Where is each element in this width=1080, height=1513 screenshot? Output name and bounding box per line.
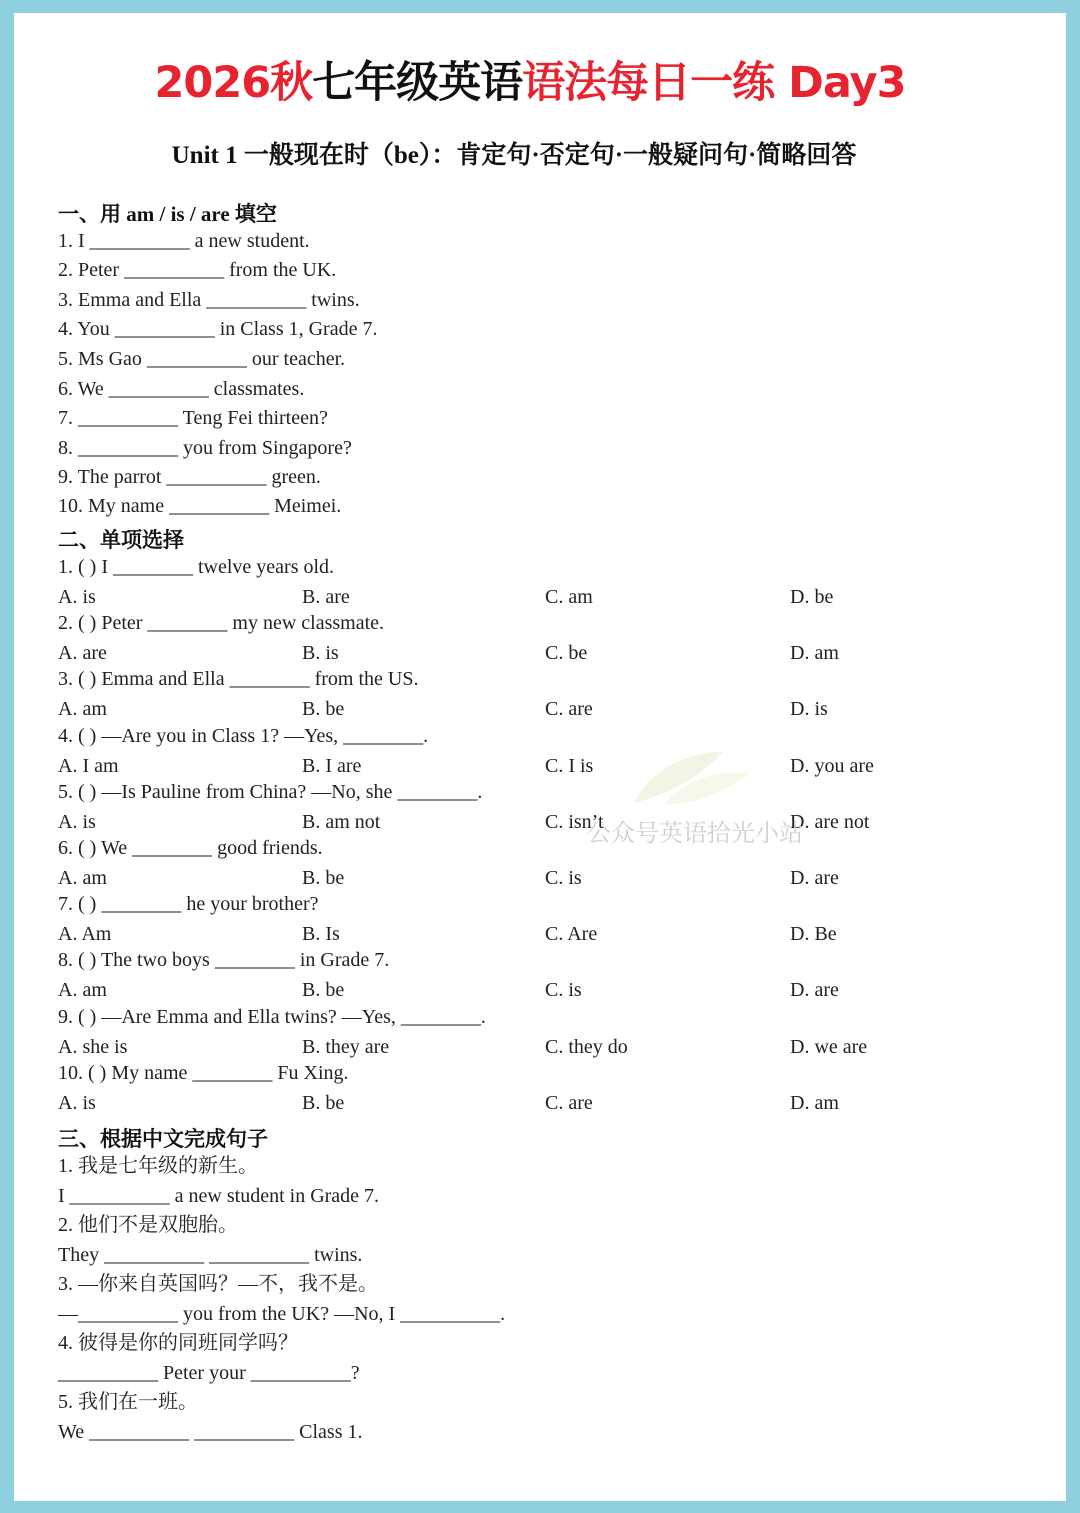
mc-option: A. she is bbox=[58, 1036, 128, 1058]
mc-question: 5. ( ) —Is Pauline from China? —No, she ________. bbox=[58, 781, 483, 803]
mc-option: D. are not bbox=[790, 811, 870, 833]
mc-option: D. is bbox=[790, 698, 828, 720]
section1-item: 8. __________ you from Singapore? bbox=[58, 437, 352, 459]
section1-item: 3. Emma and Ella __________ twins. bbox=[58, 289, 360, 311]
mc-option: A. is bbox=[58, 1092, 96, 1114]
translation-prompt: 1. 我是七年级的新生。 bbox=[58, 1155, 258, 1177]
translation-prompt: 4. 彼得是你的同班同学吗？ bbox=[58, 1332, 298, 1354]
mc-option: C. Are bbox=[545, 923, 598, 945]
translation-prompt: 5. 我们在一班。 bbox=[58, 1391, 198, 1413]
mc-option: C. isn’t bbox=[545, 811, 604, 833]
mc-option: C. I is bbox=[545, 755, 594, 777]
mc-question: 10. ( ) My name ________ Fu Xing. bbox=[58, 1062, 349, 1084]
translation-answer: __________ Peter your __________? bbox=[58, 1362, 360, 1384]
section1-item: 9. The parrot __________ green. bbox=[58, 466, 321, 488]
mc-option: D. Be bbox=[790, 923, 837, 945]
section1-heading: 一、用 am / is / are 填空 bbox=[58, 202, 277, 226]
mc-option: A. are bbox=[58, 642, 107, 664]
mc-option: D. am bbox=[790, 642, 839, 664]
section1-item: 1. I __________ a new student. bbox=[58, 230, 310, 252]
mc-option: C. is bbox=[545, 979, 582, 1001]
mc-question: 2. ( ) Peter ________ my new classmate. bbox=[58, 612, 385, 634]
translation-answer: We __________ __________ Class 1. bbox=[58, 1421, 363, 1443]
title-part-year: 2026秋 bbox=[154, 58, 313, 108]
mc-option: C. am bbox=[545, 586, 593, 608]
mc-question: 7. ( ) ________ he your brother? bbox=[58, 893, 319, 915]
section1-item: 2. Peter __________ from the UK. bbox=[58, 259, 337, 281]
leaf-watermark-icon bbox=[624, 743, 764, 813]
section1-item: 10. My name __________ Meimei. bbox=[58, 495, 342, 517]
translation-answer: They __________ __________ twins. bbox=[58, 1244, 363, 1266]
mc-option: A. am bbox=[58, 867, 107, 889]
section3-heading: 三、根据中文完成句子 bbox=[58, 1127, 268, 1151]
mc-option: B. be bbox=[302, 979, 345, 1001]
page-title bbox=[14, 49, 1046, 110]
mc-option: A. is bbox=[58, 811, 96, 833]
mc-option: C. are bbox=[545, 1092, 593, 1114]
mc-option: D. you are bbox=[790, 755, 874, 777]
mc-option: A. Am bbox=[58, 923, 112, 945]
mc-question: 3. ( ) Emma and Ella ________ from the US. bbox=[58, 668, 419, 690]
mc-option: D. are bbox=[790, 979, 839, 1001]
mc-option: D. am bbox=[790, 1092, 839, 1114]
title-part-day: 语法每日一练 Day3 bbox=[522, 58, 906, 108]
mc-option: B. is bbox=[302, 642, 339, 664]
section2-heading: 二、单项选择 bbox=[58, 528, 184, 552]
section1-item: 4. You __________ in Class 1, Grade 7. bbox=[58, 318, 378, 340]
translation-prompt: 3. —你来自英国吗？—不，我不是。 bbox=[58, 1273, 378, 1295]
mc-option: C. be bbox=[545, 642, 588, 664]
watermark: 公众号英语拾光小站 bbox=[587, 819, 803, 847]
mc-option: B. be bbox=[302, 867, 345, 889]
mc-question: 4. ( ) —Are you in Class 1? —Yes, ________. bbox=[58, 725, 429, 747]
mc-option: B. they are bbox=[302, 1036, 390, 1058]
translation-answer: I __________ a new student in Grade 7. bbox=[58, 1185, 380, 1207]
mc-option: D. are bbox=[790, 867, 839, 889]
mc-option: D. we are bbox=[790, 1036, 868, 1058]
mc-option: A. am bbox=[58, 979, 107, 1001]
mc-option: B. Is bbox=[302, 923, 340, 945]
title-part-grade: 七年级英语 bbox=[312, 58, 523, 108]
mc-option: B. am not bbox=[302, 811, 381, 833]
worksheet-page bbox=[14, 13, 1066, 1501]
mc-question: 6. ( ) We ________ good friends. bbox=[58, 837, 323, 859]
mc-option: B. I are bbox=[302, 755, 362, 777]
mc-question: 9. ( ) —Are Emma and Ella twins? —Yes, ________. bbox=[58, 1006, 486, 1028]
mc-option: A. I am bbox=[58, 755, 119, 777]
translation-prompt: 2. 他们不是双胞胎。 bbox=[58, 1214, 238, 1236]
page-subtitle: Unit 1 一般现在时（be）：肯定句·否定句·一般疑问句·简略回答 bbox=[171, 142, 857, 169]
mc-option: B. are bbox=[302, 586, 350, 608]
mc-option: B. be bbox=[302, 1092, 345, 1114]
mc-option: C. they do bbox=[545, 1036, 628, 1058]
mc-option: D. be bbox=[790, 586, 834, 608]
section1-item: 5. Ms Gao __________ our teacher. bbox=[58, 348, 346, 370]
mc-option: A. is bbox=[58, 586, 96, 608]
mc-option: B. be bbox=[302, 698, 345, 720]
mc-option: C. are bbox=[545, 698, 593, 720]
section1-item: 6. We __________ classmates. bbox=[58, 378, 305, 400]
mc-option: C. is bbox=[545, 867, 582, 889]
translation-answer: —__________ you from the UK? —No, I __________. bbox=[58, 1303, 506, 1325]
mc-option: A. am bbox=[58, 698, 107, 720]
mc-question: 8. ( ) The two boys ________ in Grade 7. bbox=[58, 949, 390, 971]
section1-item: 7. __________ Teng Fei thirteen? bbox=[58, 407, 328, 429]
mc-question: 1. ( ) I ________ twelve years old. bbox=[58, 556, 335, 578]
